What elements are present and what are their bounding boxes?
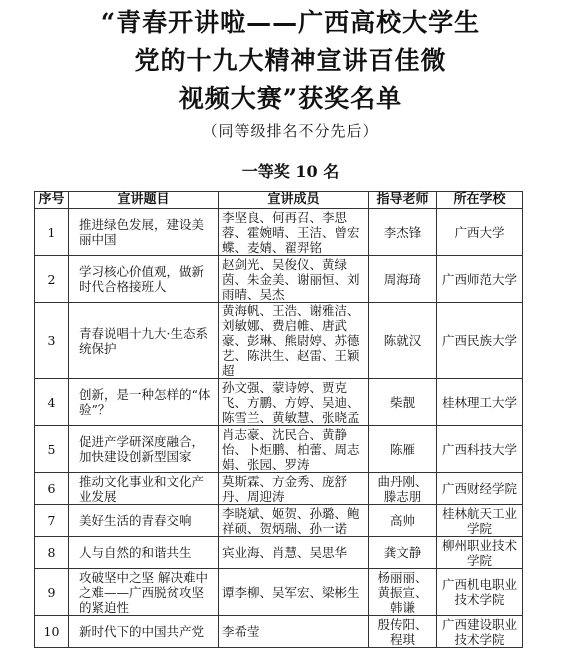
title-line-2: 党的十九大精神宣讲百佳微	[134, 46, 447, 75]
cell-school: 柳州职业技术学院	[437, 537, 523, 569]
cell-members: 赵剑光、吴俊仪、黄绿茵、朱金美、谢丽恒、刘雨晴、吴杰	[219, 256, 369, 303]
table-row	[35, 303, 523, 379]
table-row	[35, 426, 523, 473]
table-row	[35, 569, 523, 616]
table-row	[35, 505, 523, 537]
cell-no: 7	[35, 505, 69, 537]
table-row	[35, 209, 523, 256]
cell-school: 广西机电职业技术学院	[437, 569, 523, 616]
cell-members: 李晓斌、姬贺、孙璐、鲍祥硕、贺炳瑞、孙一诺	[219, 505, 369, 537]
cell-school: 桂林航天工业学院	[437, 505, 523, 537]
table-header-row	[35, 192, 523, 209]
header-topic: 宣讲题目	[69, 192, 219, 209]
header-no: 序号	[35, 192, 69, 209]
header-teacher: 指导老师	[369, 192, 437, 209]
cell-topic: 人与自然的和谐共生	[69, 537, 219, 569]
cell-school: 广西大学	[437, 209, 523, 256]
cell-topic: 青春说唱十九大·生态系统保护	[69, 303, 219, 379]
cell-topic: 美好生活的青春交响	[69, 505, 219, 537]
table-row	[35, 473, 523, 505]
cell-no: 10	[35, 616, 69, 648]
cell-members: 莫斯霖、方金秀、庞舒丹、周迎涛	[219, 473, 369, 505]
cell-teacher: 高帅	[369, 505, 437, 537]
table-row	[35, 256, 523, 303]
cell-topic: 新时代下的中国共产党	[69, 616, 219, 648]
cell-no: 5	[35, 426, 69, 473]
cell-no: 6	[35, 473, 69, 505]
cell-members: 李希莹	[219, 616, 369, 648]
cell-school: 广西建设职业技术学院	[437, 616, 523, 648]
cell-topic: 创新，是一种怎样的“体验”？	[69, 379, 219, 426]
cell-teacher: 曲丹刚、滕志朋	[369, 473, 437, 505]
header-school: 所在学校	[437, 192, 523, 209]
cell-teacher: 陈就汉	[369, 303, 437, 379]
cell-teacher: 李杰锋	[369, 209, 437, 256]
cell-members: 宾业海、肖慧、吴思华	[219, 537, 369, 569]
section-title: 一等奖 10 名	[241, 162, 340, 181]
cell-members: 黄海帆、王浩、谢雅洁、刘敏娜、费启帷、唐武豪、彭琳、熊尉婷、苏德艺、陈洪生、赵雷、王颖超	[219, 303, 369, 379]
cell-teacher: 殷传阳、程琪	[369, 616, 437, 648]
title-line-3: 视频大赛”获奖名单	[178, 84, 403, 113]
cell-teacher: 陈雁	[369, 426, 437, 473]
cell-school: 广西师范大学	[437, 256, 523, 303]
cell-topic: 推进绿色发展，建设美丽中国	[69, 209, 219, 256]
cell-topic: 促进产学研深度融合，加快建设创新型国家	[69, 426, 219, 473]
cell-topic: 攻破坚中之坚 解决难中之难——广西脱贫攻坚的紧迫性	[69, 569, 219, 616]
cell-no: 9	[35, 569, 69, 616]
table-row	[35, 616, 523, 648]
cell-school: 广西科技大学	[437, 426, 523, 473]
table-row	[35, 537, 523, 569]
cell-no: 2	[35, 256, 69, 303]
cell-members: 孙文强、蒙诗婷、贾克飞、方鹏、方婷、吴迪、陈雪兰、黄敏慧、张晓孟	[219, 379, 369, 426]
title-line-1: “青春开讲啦——广西高校大学生	[100, 8, 481, 37]
cell-members: 李坚良、何再召、李思蓉、霍婉晴、王洁、曾宏蝶、麦婧、翟羿铭	[219, 209, 369, 256]
cell-school: 广西民族大学	[437, 303, 523, 379]
cell-teacher: 周海琦	[369, 256, 437, 303]
cell-no: 3	[35, 303, 69, 379]
cell-teacher: 龚文静	[369, 537, 437, 569]
cell-school: 广西财经学院	[437, 473, 523, 505]
cell-school: 桂林理工大学	[437, 379, 523, 426]
table-row	[35, 379, 523, 426]
cell-teacher: 柴靓	[369, 379, 437, 426]
cell-topic: 推动文化事业和文化产业发展	[69, 473, 219, 505]
cell-topic: 学习核心价值观，做新时代合格接班人	[69, 256, 219, 303]
cell-members: 谭李柳、吴军宏、梁彬生	[219, 569, 369, 616]
subtitle: （同等级排名不分先后）	[202, 122, 379, 140]
cell-no: 8	[35, 537, 69, 569]
awards-table	[34, 191, 523, 648]
cell-teacher: 杨丽丽、黄振宣、韩谦	[369, 569, 437, 616]
cell-members: 肖志豪、沈民合、黄静怡、卜炬鹏、柏蕾、周志娟、张园、罗涛	[219, 426, 369, 473]
cell-no: 4	[35, 379, 69, 426]
header-members: 宣讲成员	[219, 192, 369, 209]
cell-no: 1	[35, 209, 69, 256]
